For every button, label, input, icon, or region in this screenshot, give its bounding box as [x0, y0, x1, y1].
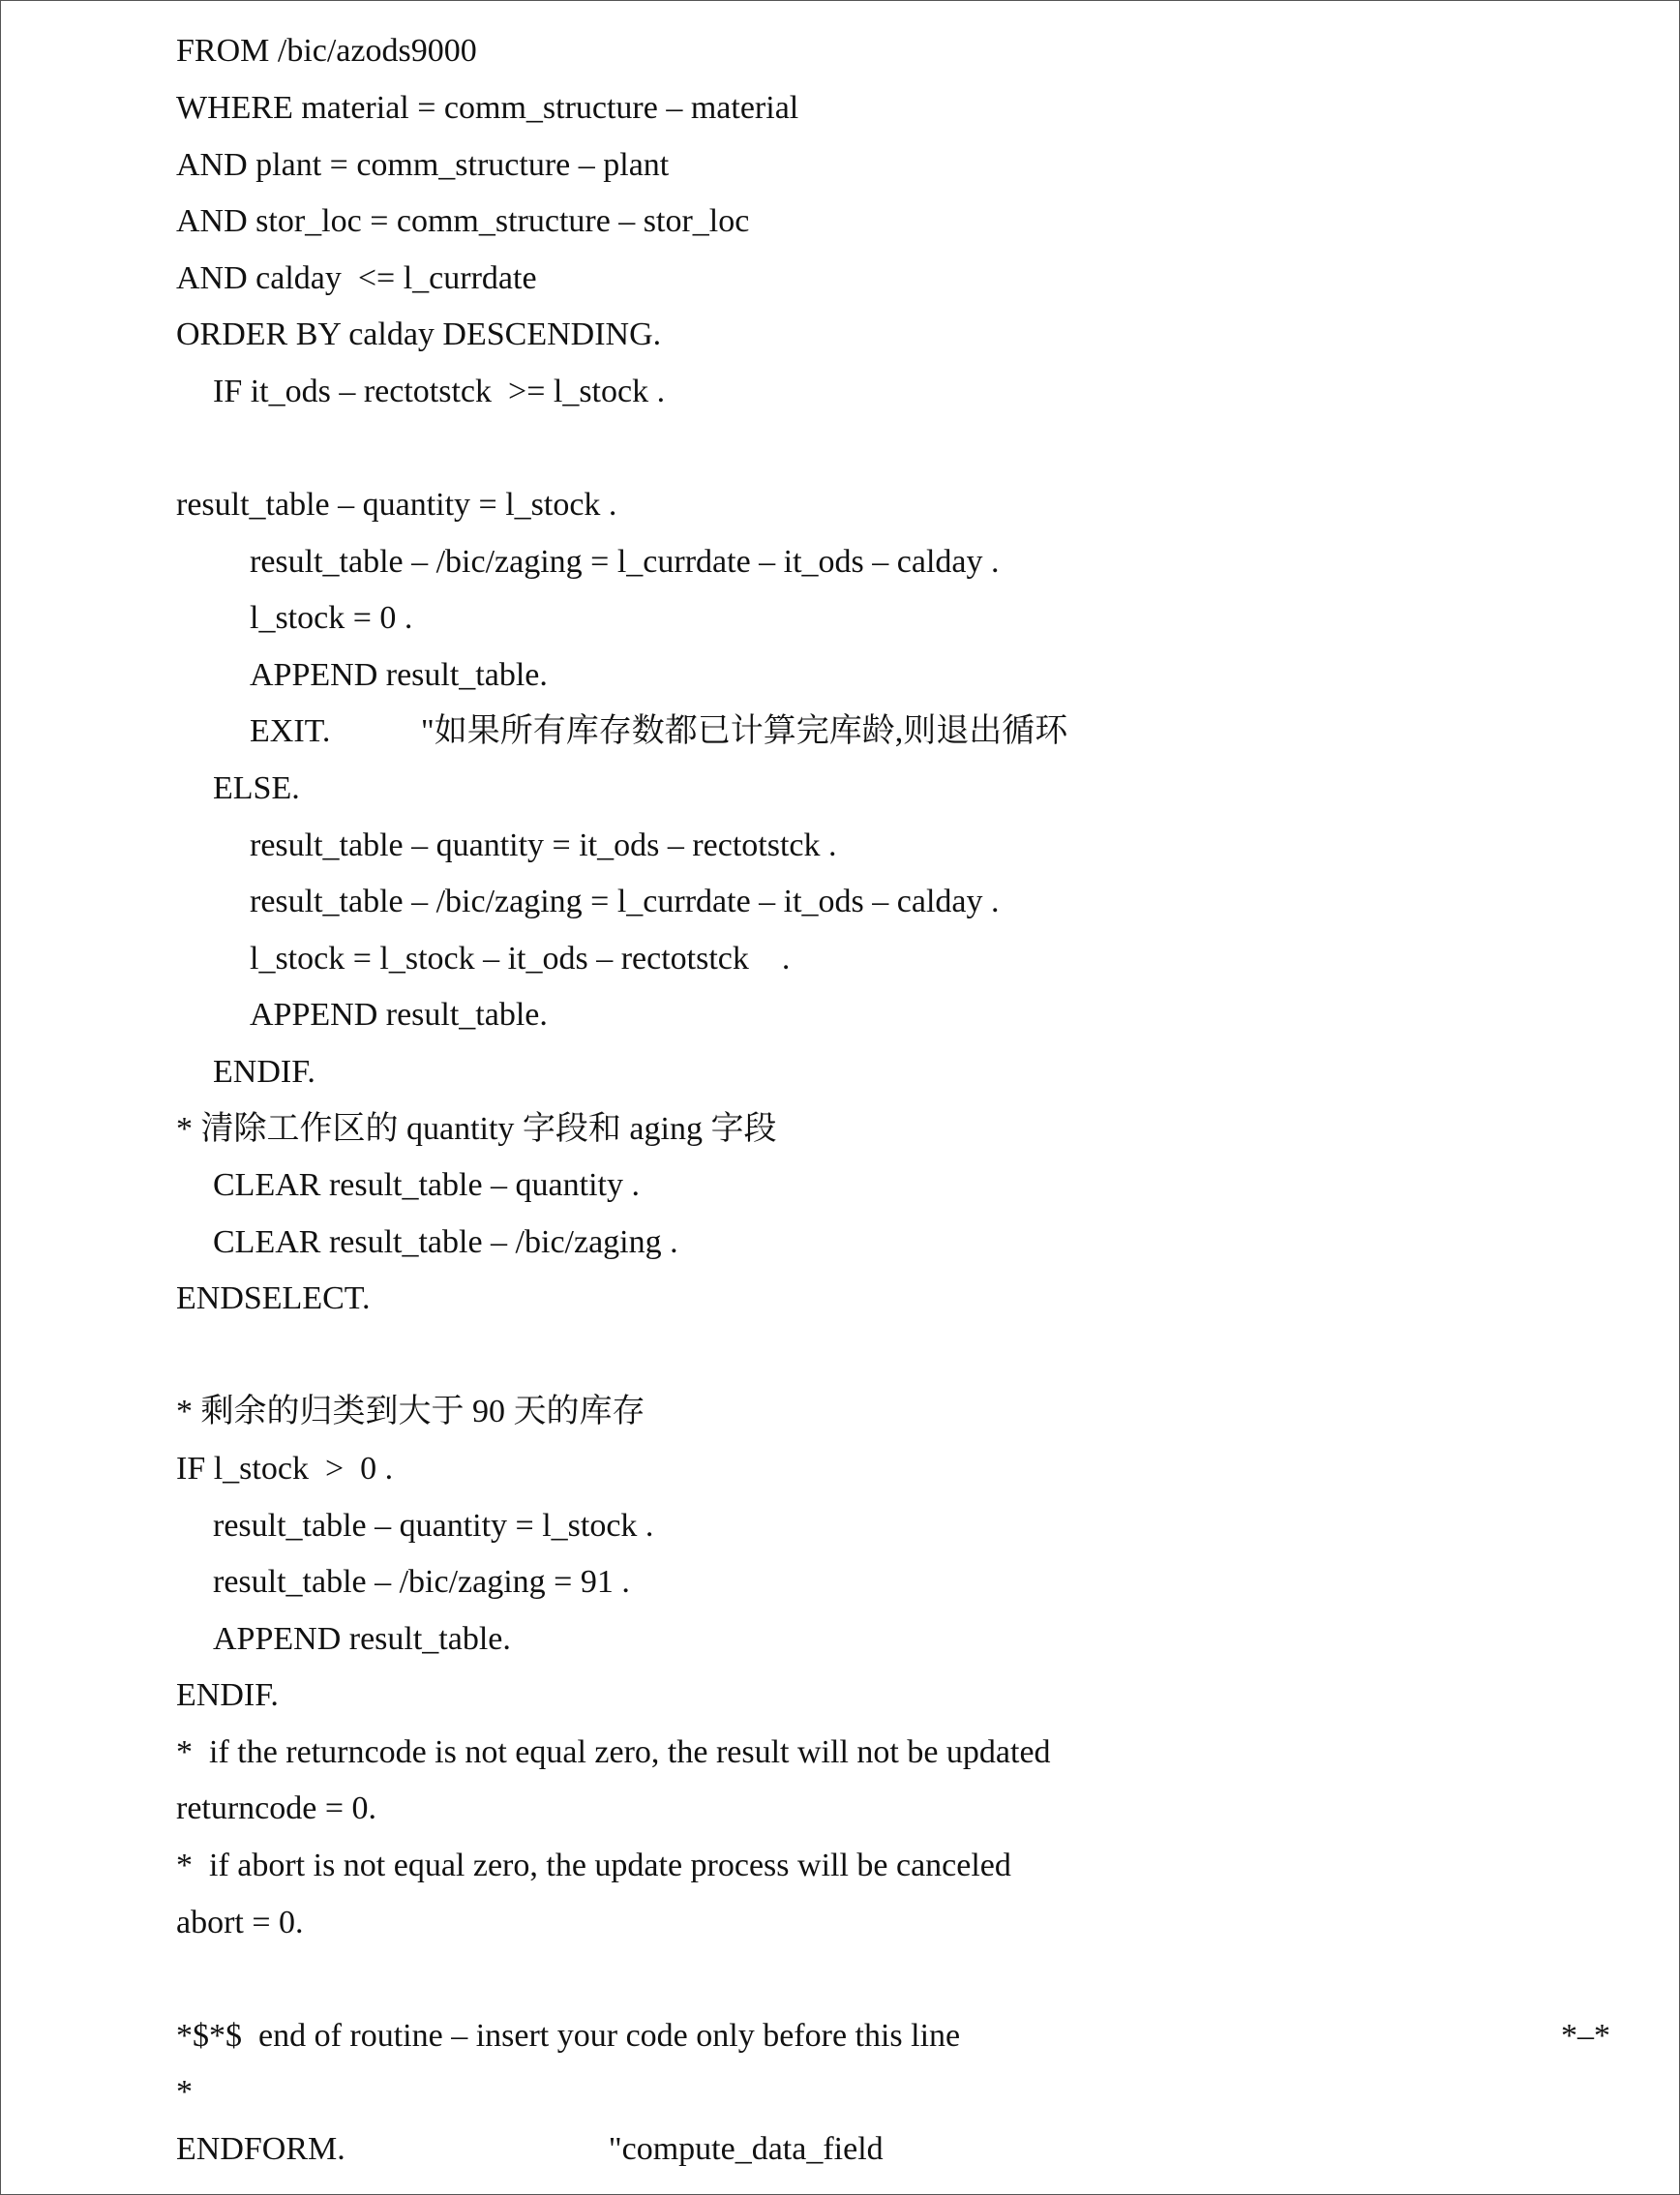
code-line: ELSE. — [213, 770, 300, 806]
code-line: * — [176, 2074, 193, 2110]
code-line: *$*$ end of routine – insert your code only before this line — [176, 2018, 961, 2054]
code-line: ENDIF. — [213, 1054, 315, 1090]
code-line: ENDFORM. "compute_data_field — [176, 2131, 884, 2167]
code-line: CLEAR result_table – quantity . — [213, 1167, 640, 1203]
code-line: CLEAR result_table – /bic/zaging . — [213, 1224, 678, 1260]
code-line: IF l_stock > 0 . — [176, 1451, 394, 1487]
code-line: * if the returncode is not equal zero, the result will not be updated — [176, 1734, 1051, 1770]
code-line: AND stor_loc = comm_structure – stor_loc — [176, 203, 750, 239]
code-line: ENDIF. — [176, 1677, 279, 1713]
code-line: result_table – quantity = l_stock . — [213, 1508, 654, 1544]
code-line: FROM /bic/azods9000 — [176, 33, 477, 69]
code-line: result_table – quantity = l_stock . — [176, 487, 617, 523]
code-line: l_stock = l_stock – it_ods – rectotstck . — [250, 941, 791, 977]
code-line: ORDER BY calday DESCENDING. — [176, 316, 662, 352]
end-marker: *–* — [1561, 2018, 1610, 2054]
code-line: APPEND result_table. — [250, 997, 548, 1033]
code-line: WHERE material = comm_structure – material — [176, 90, 799, 126]
code-line: IF it_ods – rectotstck >= l_stock . — [213, 374, 666, 409]
code-line: APPEND result_table. — [250, 657, 548, 693]
code-line: * 清除工作区的 quantity 字段和 aging 字段 — [176, 1111, 777, 1147]
code-line: APPEND result_table. — [213, 1621, 511, 1657]
code-line: * 剩余的归类到大于 90 天的库存 — [176, 1394, 645, 1429]
code-line: * if abort is not equal zero, the update process will be canceled — [176, 1848, 1011, 1883]
code-line: result_table – quantity = it_ods – rectotstck . — [250, 827, 837, 863]
code-line: returncode = 0. — [176, 1790, 377, 1826]
code-line: l_stock = 0 . — [250, 600, 413, 636]
code-line: result_table – /bic/zaging = l_currdate – it_ods – calday . — [250, 884, 1000, 919]
code-line: result_table – /bic/zaging = l_currdate – it_ods – calday . — [250, 544, 1000, 580]
code-line: AND calday <= l_currdate — [176, 260, 537, 296]
code-line: EXIT. "如果所有库存数都已计算完库龄,则退出循环 — [250, 713, 1068, 749]
code-line: result_table – /bic/zaging = 91 . — [213, 1564, 630, 1600]
code-line: AND plant = comm_structure – plant — [176, 147, 670, 183]
code-line: ENDSELECT. — [176, 1280, 371, 1316]
code-line: abort = 0. — [176, 1905, 304, 1940]
